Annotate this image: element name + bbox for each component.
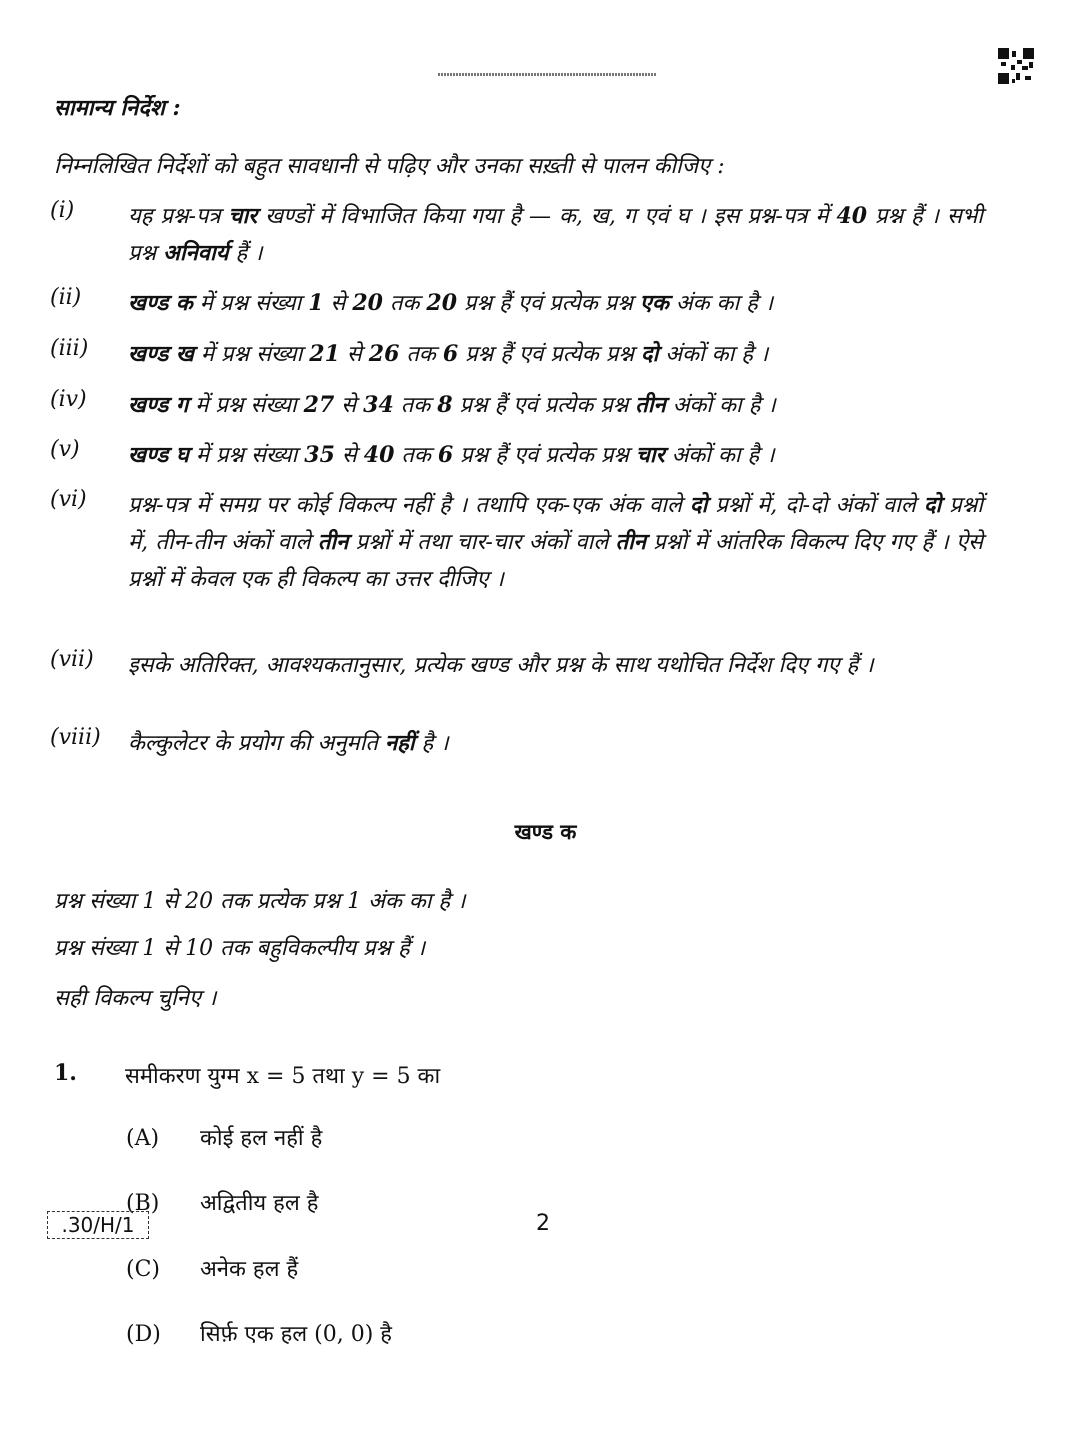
option-text: अद्वितीय हल है (200, 1191, 319, 1216)
question-text: समीकरण युग्म x = 5 तथा y = 5 का (125, 1064, 441, 1089)
instruction-text: खण्ड ख में प्रश्न संख्या 21 से 26 तक 6 प्रश्न हैं एवं प्रत्येक प्रश्न दो अंकों का है । (128, 341, 769, 367)
fine-print-strip (438, 73, 656, 76)
option-text: कोई हल नहीं है (200, 1126, 323, 1151)
option-label: (C) (126, 1257, 160, 1282)
instruction-text: खण्ड घ में प्रश्न संख्या 35 से 40 तक 6 प्रश्न हैं एवं प्रत्येक प्रश्न चार अंकों का है । (128, 442, 775, 468)
paper-code: .30/H/1 (47, 1211, 149, 1239)
option-label: (B) (126, 1191, 160, 1216)
section-instruction: सही विकल्प चुनिए । (54, 986, 217, 1011)
section-instruction: प्रश्न संख्या 1 से 20 तक प्रत्येक प्रश्न 1 अंक का है । (54, 889, 466, 914)
option-label: (D) (126, 1322, 161, 1347)
option-c (126, 1253, 298, 1283)
instruction-text: कैल्कुलेटर के प्रयोग की अनुमति नहीं है । (128, 730, 449, 756)
instruction-text: खण्ड ग में प्रश्न संख्या 27 से 34 तक 8 प्रश्न हैं एवं प्रत्येक प्रश्न तीन अंकों का है । (128, 392, 776, 418)
option-label: (A) (126, 1126, 160, 1151)
instruction-number: (vi) (50, 487, 87, 512)
instruction-number: (i) (50, 198, 75, 223)
section-title: खण्ड क (514, 820, 577, 844)
instruction-number: (v) (50, 437, 80, 462)
instruction-number: (ii) (50, 285, 82, 310)
instruction-text: प्रश्न-पत्र में समग्र पर कोई विकल्प नहीं है । तथापि एक-एक अंक वाले दो प्रश्नों में, दो-दो अंकों वाले दो प्रश्नों में, तीन-तीन अंकों वाले तीन प्रश्नों में तथा चार-चार अंकों वाले तीन प्रश्नों में आंतरिक विकल्प दिए गए हैं । ऐसे प्रश्नों में केवल एक ही विकल्प का उत्तर दीजिए । (128, 492, 983, 592)
instruction-number: (iii) (50, 336, 89, 361)
question-number: 1. (54, 1060, 77, 1086)
page-number: 2 (536, 1211, 550, 1236)
qr-code (998, 48, 1034, 84)
instruction-text: इसके अतिरिक्त, आवश्यकतानुसार, प्रत्येक खण्ड और प्रश्न के साथ यथोचित निर्देश दिए गए हैं । (128, 653, 874, 678)
general-instructions-heading: सामान्य निर्देश : (54, 95, 181, 121)
option-d (126, 1318, 392, 1348)
instruction-text: खण्ड क में प्रश्न संख्या 1 से 20 तक 20 प्रश्न हैं एवं प्रत्येक प्रश्न एक अंक का है । (128, 290, 774, 316)
option-text: अनेक हल हैं (200, 1257, 299, 1282)
section-instruction: प्रश्न संख्या 1 से 10 तक बहुविकल्पीय प्रश्न हैं । (54, 936, 426, 961)
option-text: सिर्फ़ एक हल (0, 0) है (200, 1322, 392, 1347)
instructions-intro: निम्नलिखित निर्देशों को बहुत सावधानी से पढ़िए और उनका सख़्ती से पालन कीजिए : (54, 154, 725, 179)
option-a (126, 1122, 322, 1152)
instruction-number: (viii) (50, 725, 101, 750)
instruction-number: (vii) (50, 647, 94, 672)
option-b (126, 1187, 318, 1217)
instruction-text: यह प्रश्न-पत्र चार खण्डों में विभाजित किया गया है — क, ख, ग एवं घ । इस प्रश्न-पत्र में 40 प्रश्न हैं । सभी प्रश्न अनिवार्य हैं । (128, 203, 983, 266)
instruction-number: (iv) (50, 387, 87, 412)
